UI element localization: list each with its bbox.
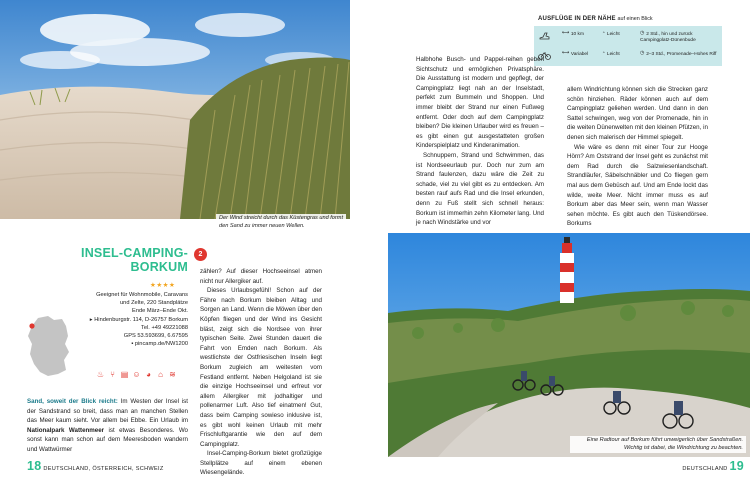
- campsite-title-line2: BORKUM: [130, 260, 188, 274]
- distance-icon: ⟷: [562, 51, 569, 56]
- excursion-level-value: Leicht: [606, 32, 620, 38]
- info-line: Geeignet für Wohnmobile, Caravans: [96, 292, 188, 298]
- walk-icon: [539, 31, 550, 43]
- paragraph: Halbhohe Busch- und Pappel-reihen geben Sichtschutz und ermöglichen Privatsphäre. Die Ausstattung ist modern und gepflegt, der Campingplatz liegt nah an der Inselstadt, perfekt zum Bummeln und Shoppen. Und immer bleibt der Strand nur einen Fußweg entfernt. Oder doch auf dem Campingplatz bleiben? Die kleinen Urlauber wird es freuen – es gibt einen gut ausgestatteten großen Kinderspielplatz und Kinderanimation.: [416, 56, 544, 150]
- bold-term: Nationalpark Wattenmeer: [27, 426, 105, 434]
- excursions-heading: AUSFLÜGE IN DER NÄHE: [538, 16, 616, 22]
- footer-right: [682, 460, 744, 475]
- excursion-row-bike: [534, 48, 722, 64]
- child-icon: ☺: [132, 370, 141, 379]
- excursion-level-value: Leicht: [606, 52, 620, 58]
- campsite-info: [80, 291, 188, 348]
- lighthouse: [560, 237, 574, 303]
- excursion-level: [602, 31, 620, 38]
- info-line: Tel. +49 49221088: [141, 324, 188, 331]
- campsite-title: [58, 246, 188, 274]
- excursion-duration-value: 2–3 Std., Promenade–Hohes Riff: [646, 52, 717, 58]
- level-icon: ◔: [602, 31, 605, 36]
- paragraph: Wie wäre es denn mit einer Tour zur Hooge Hörn? Am Oststrand der Insel geht es zunächst mit dem Rad durch die Salzwiesenlandschaft. Strandläufer, Säbelschnäbler und Co fliegen gern mal aus dem Gebüsch auf. Und am Ende lockt das wilde, weite Meer. Nicht immer muss es auf Borkum aber das Meer sein, wenn man Wasser sehen möchte. Es gibt auch den Tüskendörsee. Borkums: [567, 143, 708, 228]
- page-number-left: 18: [27, 459, 42, 473]
- dog-icon: ◕: [146, 370, 151, 379]
- info-line: und Zelte, 220 Standplätze: [120, 300, 188, 307]
- clock-icon: ◷: [640, 51, 645, 56]
- excursion-distance-value: Variabel: [570, 52, 589, 58]
- info-line: ▪ pincamp.de/NW1200: [131, 341, 188, 348]
- info-line: ▸ Hindenburgstr. 114, D-26757 Borkum: [89, 316, 188, 323]
- paragraph-text: Im Westen der Insel ist der Sandstrand so breit, dass man an manchen Stellen das Meer kaum sieht. Vor allem bei Ebbe. Ein Urlaub im: [27, 398, 188, 425]
- paragraph: Schnuppern, Strand und Schwimmen, das ist Nordseeurlaub pur. Doch nur zum am Strand faulenzen, dazu wäre die Zeit zu schade, viel zu viel gibt es zu entdecken. Am besten rauf aufs Rad und die Insel erkunden, denn zu Fuß stellt sich schnell heraus: Borkum ist immerhin zehn Kilometer lang. Und je nach Windstärke und vor: [416, 151, 544, 227]
- excursion-level: [602, 51, 620, 58]
- page-number-right: 19: [729, 459, 744, 473]
- paragraph: [27, 397, 188, 455]
- shower-icon: ♨: [96, 370, 105, 379]
- paragraph: zählen? Auf dieser Hochseeinsel atmen nicht nur Allergiker auf.: [200, 268, 322, 285]
- restaurant-icon: ⌂: [158, 370, 163, 379]
- text-column-1: [416, 55, 544, 228]
- text-column-2: [567, 85, 708, 229]
- paragraph: allem Windrichtung können sich die Strecken ganz schön hinziehen. Räder können auch auf dem Campingplatz geliehen werden. Und dann in den Sattel schwingen, weg von der Promenade, hin in die weiten Dünenwelten mit den kleinen Pfützen, in denen sich malerisch der Himmel spiegelt.: [567, 86, 708, 141]
- running-title-left: DEUTSCHLAND, ÖSTERREICH, SCHWEIZ: [43, 466, 164, 472]
- excursions-subtitle: auf einen Blick: [617, 16, 653, 22]
- running-title-right: DEUTSCHLAND: [682, 466, 728, 472]
- text-column-3: [200, 267, 322, 478]
- paragraph: Dieses Urlaubsgefühl! Schon auf der Fähre nach Borkum bleiben Alltag und Sorgen an Land. Wenn die Möwen über den Köpfen fliegen und der Wind ins Gesicht bläst, zeigt sich die Nordsee von ihrer typischen Seite. Zwei Stunden dauert die Fahrt von Emden nach Borkum. Als westlichste der Ostfriesischen Inseln liegt Borkum zugleich am weitesten vom Festland entfernt. Neben Helgoland ist sie die einzige Hochseeinsel und erfreut vor allem Allergiker mit jodhaltiger und pollenarmer Luft. Also tief einatmen! Gut, dass beim Camping sowieso inklusive ist, es gibt wohl keinen Urlaub mit mehr Frischluftgarantie wie den auf dem Campingplatz.: [200, 287, 322, 448]
- fork-knife-icon: ⑂: [110, 370, 115, 379]
- laundry-icon: ▤: [120, 370, 129, 379]
- level-icon: ◔: [602, 51, 605, 56]
- germany-map: [24, 314, 74, 378]
- excursion-duration: [640, 31, 720, 43]
- amenity-icons: [94, 364, 188, 379]
- lighthouse-photo-caption: Eine Radtour auf Borkum führt unweigerlich über Sandstraßen. Wichtig ist dabei, die Windrichtung zu beachten.: [570, 436, 746, 453]
- excursion-distance: [562, 51, 588, 58]
- campsite-rating-stars: ★★★★: [150, 282, 176, 289]
- footer-left: [27, 460, 164, 475]
- campsite-number-badge: 2: [194, 248, 207, 261]
- excursion-distance-value: 10 km: [570, 32, 584, 38]
- info-line: Ende März–Ende Okt.: [132, 308, 188, 315]
- clock-icon: ◷: [640, 31, 645, 36]
- distance-icon: ⟷: [562, 31, 569, 36]
- campsite-title-line1: INSEL-CAMPING-: [81, 246, 188, 260]
- paragraph: Insel-Camping-Borkum bietet großzügige Stellplätze auf einem ebenen Wiesengelände.: [200, 450, 322, 477]
- wifi-icon: ≋: [169, 370, 176, 379]
- dune-photo: [0, 0, 350, 219]
- excursion-distance: [562, 31, 584, 38]
- text-column-4: [27, 397, 188, 455]
- location-marker: [29, 323, 34, 328]
- excursion-row-walk: [534, 28, 722, 44]
- lead-in: Sand, soweit der Blick reicht:: [27, 398, 118, 405]
- excursions-box: [534, 16, 722, 66]
- excursions-table: [534, 26, 722, 66]
- excursion-duration-value: 2 Std., hin und zurück Campingplatz-Dünenbude: [640, 32, 696, 43]
- info-line: GPS 53.593699, 6.67595: [123, 333, 188, 340]
- lighthouse-photo: [388, 233, 750, 457]
- paragraph-text: ist etwas Besonderes. Wo sonst kann man schon auf dem Meeresboden wandern und Wattwürmer: [27, 426, 188, 453]
- dune-photo-caption: Der Wind streicht durch das Küstengras und formt den Sand zu immer neuen Wellen.: [216, 214, 346, 231]
- excursions-title: [538, 16, 722, 22]
- excursion-duration: [640, 51, 720, 58]
